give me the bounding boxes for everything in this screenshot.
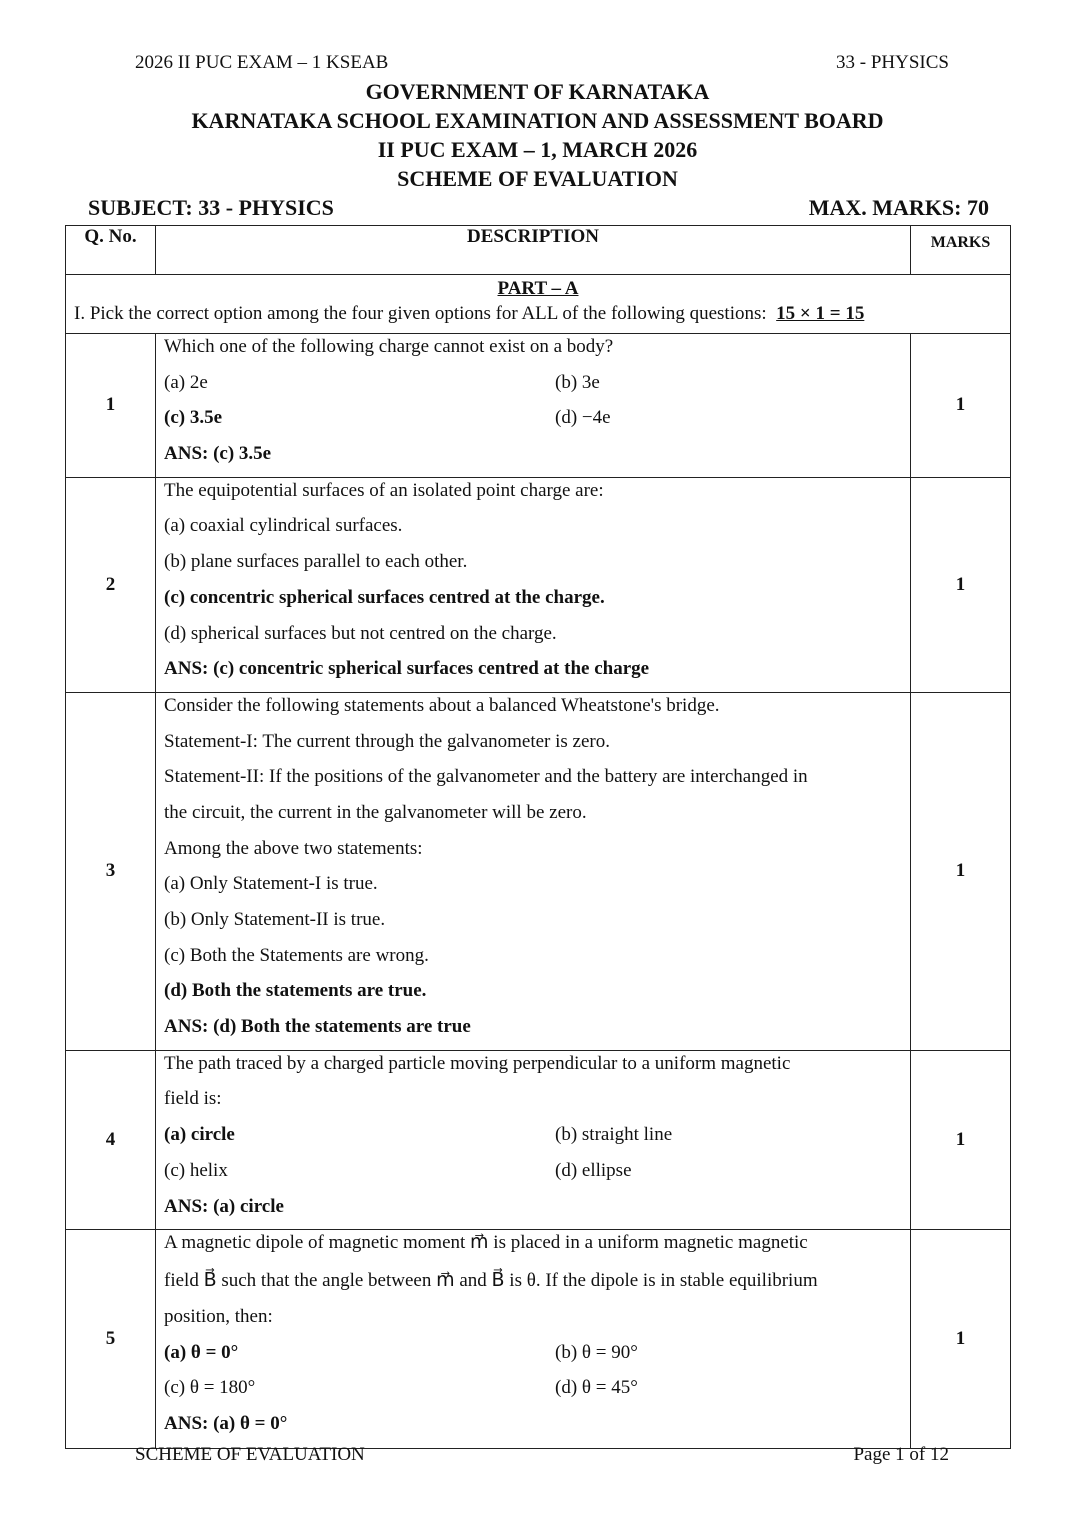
question-marks: 1 <box>911 1230 1011 1449</box>
exam-code-header: 2026 II PUC EXAM – 1 KSEAB <box>135 52 389 73</box>
exam-title: II PUC EXAM – 1, MARCH 2026 <box>377 137 698 162</box>
option-c: (c) θ = 180° <box>164 1377 256 1399</box>
among-text: Among the above two statements: <box>164 837 423 859</box>
question-marks: 1 <box>911 334 1011 478</box>
board-title: KARNATAKA SCHOOL EXAMINATION AND ASSESSMENT BOARD <box>191 108 884 133</box>
option-d-correct: (d) Both the statements are true. <box>164 980 427 1002</box>
part-a-row <box>66 275 1011 334</box>
column-header-qno: Q. No. <box>66 226 156 275</box>
statement-2-line-1: Statement-II: If the positions of the galvanometer and the battery are interchanged in <box>164 766 808 788</box>
statement-2-line-2: the circuit, the current in the galvanometer will be zero. <box>164 801 587 823</box>
question-number: 2 <box>66 477 156 692</box>
options-row <box>164 370 902 406</box>
instruction-text: I. Pick the correct option among the four given options for ALL of the following questions: <box>74 303 767 324</box>
options-row <box>164 405 902 441</box>
question-description <box>156 477 911 692</box>
question-marks: 1 <box>911 1050 1011 1229</box>
government-title: GOVERNMENT OF KARNATAKA <box>365 79 710 104</box>
statement-1: Statement-I: The current through the galvanometer is zero. <box>164 730 610 752</box>
option-a: (a) coaxial cylindrical surfaces. <box>164 515 403 537</box>
question-number: 1 <box>66 334 156 478</box>
question-description <box>156 692 911 1050</box>
column-header-description: DESCRIPTION <box>156 226 911 275</box>
options-row <box>164 1158 902 1194</box>
question-number: 3 <box>66 692 156 1050</box>
option-b: (b) 3e <box>555 371 600 393</box>
option-a-correct: (a) θ = 0° <box>164 1341 239 1363</box>
table-header-row <box>66 226 1011 275</box>
part-a-instruction <box>66 303 1010 325</box>
option-a: (a) Only Statement-I is true. <box>164 873 378 895</box>
question-marks: 1 <box>911 477 1011 692</box>
option-d: (d) ellipse <box>555 1159 632 1181</box>
page-number: Page 1 of 12 <box>853 1444 949 1465</box>
document-title: SCHEME OF EVALUATION <box>397 166 678 191</box>
footer-title: SCHEME OF EVALUATION <box>135 1444 365 1465</box>
option-a-correct: (a) circle <box>164 1124 235 1146</box>
table-row <box>66 692 1011 1050</box>
question-description <box>156 1230 911 1449</box>
question-description <box>156 334 911 478</box>
max-marks-label: MAX. MARKS: 70 <box>808 195 989 220</box>
question-text-line-2: field is: <box>164 1088 222 1110</box>
column-header-marks: MARKS <box>911 226 1011 275</box>
answer-text: ANS: (c) 3.5e <box>164 443 272 465</box>
question-text-line-1: A magnetic dipole of magnetic moment m⃗ is placed in a uniform magnetic magnetic <box>164 1232 808 1254</box>
option-b: (b) Only Statement-II is true. <box>164 909 386 930</box>
question-number: 5 <box>66 1230 156 1449</box>
question-text-line-1: The path traced by a charged particle moving perpendicular to a uniform magnetic <box>164 1052 791 1074</box>
subject-code-header: 33 - PHYSICS <box>836 52 949 73</box>
subject-label: SUBJECT: 33 - PHYSICS <box>88 195 334 220</box>
option-c-correct: (c) 3.5e <box>164 407 223 429</box>
question-text: Which one of the following charge cannot exist on a body? <box>164 336 614 357</box>
question-text-line-2: field B⃗ such that the angle between m⃗ and B⃗ is θ. If the dipole is in stable equilibrium <box>164 1269 818 1291</box>
option-d: (d) −4e <box>555 407 611 429</box>
question-text: The equipotential surfaces of an isolated point charge are: <box>164 479 604 501</box>
option-d: (d) spherical surfaces but not centred on the charge. <box>164 622 557 644</box>
option-a: (a) 2e <box>164 371 208 393</box>
question-marks: 1 <box>911 692 1011 1050</box>
instruction-marks: 15 × 1 = 15 <box>776 303 865 324</box>
table-row <box>66 477 1011 692</box>
answer-text: ANS: (a) θ = 0° <box>164 1412 288 1434</box>
option-c: (c) Both the Statements are wrong. <box>164 944 429 966</box>
option-b: (b) straight line <box>555 1124 673 1146</box>
answer-text: ANS: (c) concentric spherical surfaces centred at the charge <box>164 658 650 680</box>
answer-text: ANS: (d) Both the statements are true <box>164 1016 471 1038</box>
options-row <box>164 1340 902 1376</box>
options-row <box>164 1375 902 1411</box>
table-row <box>66 1230 1011 1449</box>
option-c: (c) helix <box>164 1159 228 1181</box>
table-row <box>66 334 1011 478</box>
options-row <box>164 1122 902 1158</box>
question-text-line-3: position, then: <box>164 1305 273 1327</box>
question-number: 4 <box>66 1050 156 1229</box>
table-row <box>66 1050 1011 1229</box>
question-description <box>156 1050 911 1229</box>
option-d: (d) θ = 45° <box>555 1377 638 1399</box>
part-a-title: PART – A <box>497 278 579 299</box>
evaluation-table <box>65 225 1011 1449</box>
option-b: (b) plane surfaces parallel to each other. <box>164 551 468 573</box>
option-c-correct: (c) concentric spherical surfaces centred at the charge. <box>164 586 605 608</box>
option-b: (b) θ = 90° <box>555 1341 638 1363</box>
answer-text: ANS: (a) circle <box>164 1195 284 1217</box>
question-text: Consider the following statements about a balanced Wheatstone's bridge. <box>164 694 720 716</box>
